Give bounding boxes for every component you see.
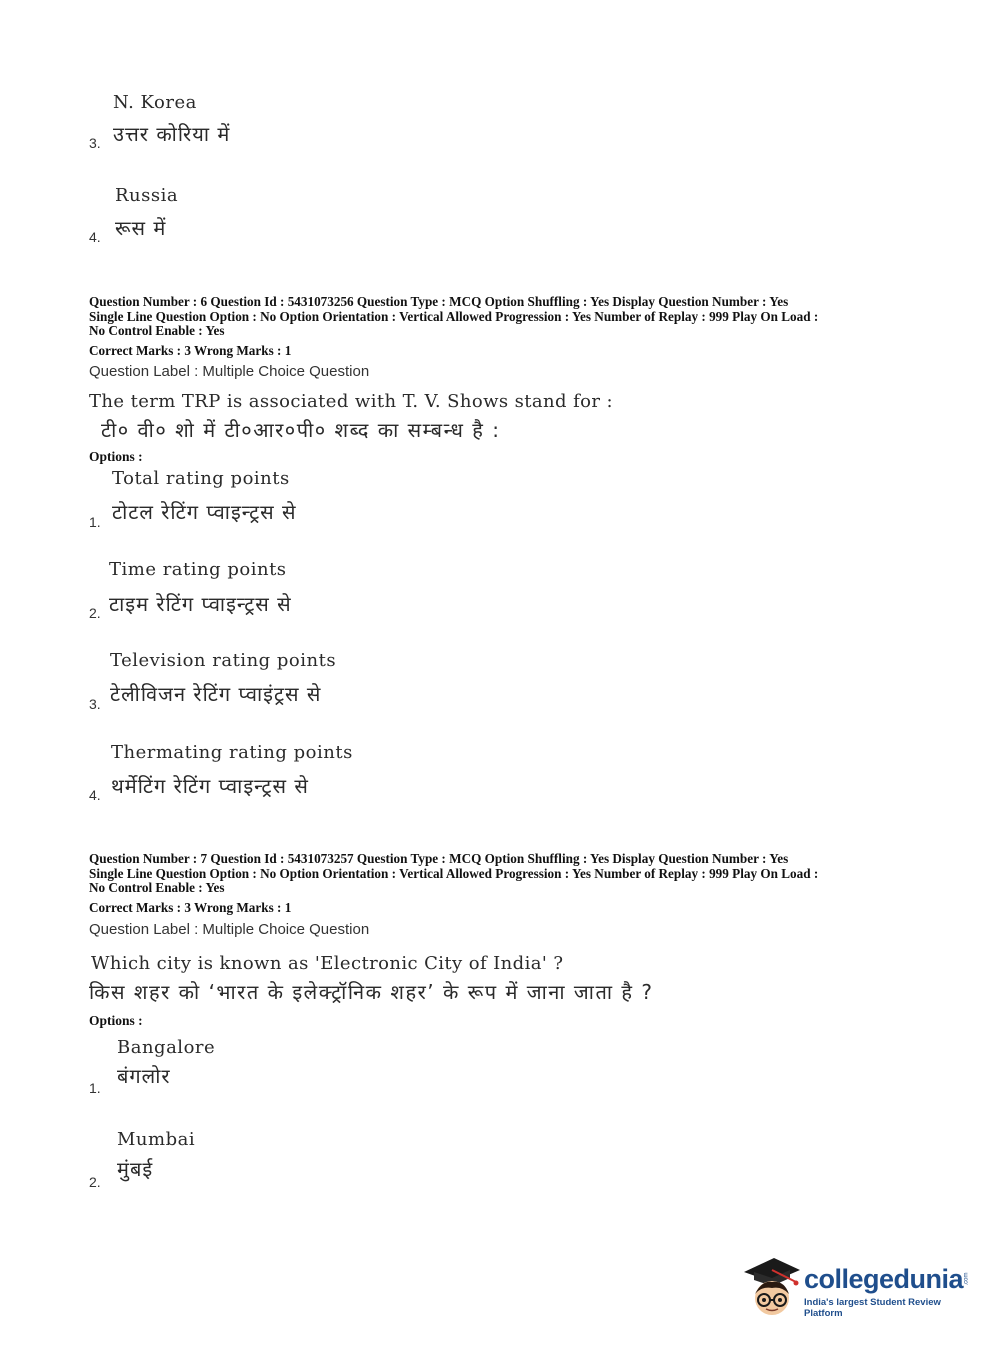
q6-meta-block	[89, 295, 818, 339]
logo-tagline: India's largest Student Review Platform	[804, 1297, 941, 1319]
q6-option-2-en: Time rating points	[109, 559, 287, 580]
q5-option-3-en: N. Korea	[113, 92, 197, 113]
logo-wordmark: collegedunia	[804, 1264, 964, 1294]
q6-option-4-number: 4.	[89, 787, 101, 803]
collegedunia-logo	[742, 1250, 972, 1320]
q7-marks: Correct Marks : 3 Wrong Marks : 1	[89, 900, 292, 915]
q6-question-label: Question Label : Multiple Choice Question	[89, 363, 370, 380]
q5-option-3-hi: उत्तर कोरिया में	[113, 122, 231, 146]
q6-option-1-number: 1.	[89, 514, 101, 530]
q6-option-4-en: Thermating rating points	[111, 742, 353, 763]
q7-question-label: Question Label : Multiple Choice Question	[89, 921, 370, 938]
q5-option-4-hi: रूस में	[115, 216, 167, 240]
q7-options-heading: Options :	[89, 1013, 143, 1028]
q7-meta-line-1: Question Number : 7 Question Id : 5431073257 Question Type : MCQ Option Shuffling : Yes Display Question Number : Yes	[89, 851, 789, 866]
q7-option-1-number: 1.	[89, 1080, 101, 1096]
q7-question-hi: किस शहर को ‘भारत के इलेक्ट्रॉनिक शहर’ के रूप में जाना जाता है ?	[89, 980, 654, 1004]
q6-option-3-hi: टेलीविजन रेटिंग प्वाइंट्रस से	[110, 682, 322, 706]
q6-option-1-en: Total rating points	[112, 468, 290, 489]
q6-question-hi: टी० वी० शो में टी०आर०पी० शब्द का सम्बन्ध है :	[101, 418, 501, 442]
q7-option-2-number: 2.	[89, 1174, 101, 1190]
q6-option-2-hi: टाइम रेटिंग प्वाइन्ट्रस से	[109, 592, 292, 616]
q5-option-3-number: 3.	[89, 135, 101, 151]
q6-option-3-en: Television rating points	[110, 650, 337, 671]
q6-option-2-number: 2.	[89, 605, 101, 621]
q7-meta-line-2: Single Line Question Option : No Option Orientation : Vertical Allowed Progression : Yes Number of Replay : 999 Play On Load :	[89, 865, 819, 881]
q7-question-en: Which city is known as 'Electronic City of India' ?	[91, 953, 564, 974]
q6-option-1-hi: टोटल रेटिंग प्वाइन्ट्रस से	[112, 500, 297, 524]
q6-marks: Correct Marks : 3 Wrong Marks : 1	[89, 343, 292, 358]
mascot-icon	[742, 1250, 802, 1320]
q7-option-1-en: Bangalore	[117, 1037, 216, 1058]
q7-option-2-hi: मुंबई	[117, 1157, 154, 1181]
q7-option-2-en: Mumbai	[117, 1129, 196, 1150]
q7-meta-block	[89, 852, 818, 896]
q6-meta-line-3: No Control Enable : Yes	[89, 323, 225, 339]
q7-meta-line-3: No Control Enable : Yes	[89, 880, 225, 896]
q6-meta-line-1: Question Number : 6 Question Id : 5431073256 Question Type : MCQ Option Shuffling : Yes Display Question Number : Yes	[89, 294, 789, 309]
logo-dotcom: .com	[963, 1272, 970, 1286]
q6-meta-line-2: Single Line Question Option : No Option Orientation : Vertical Allowed Progression : Yes Number of Replay : 999 Play On Load :	[89, 308, 819, 324]
q6-options-heading: Options :	[89, 449, 143, 464]
q7-option-1-hi: बंगलोर	[117, 1064, 171, 1088]
q6-question-en: The term TRP is associated with T. V. Shows stand for :	[89, 391, 613, 412]
q5-option-4-number: 4.	[89, 229, 101, 245]
q6-option-3-number: 3.	[89, 696, 101, 712]
q5-option-4-en: Russia	[115, 185, 179, 206]
q6-option-4-hi: थर्मेटिंग रेटिंग प्वाइन्ट्रस से	[111, 774, 309, 798]
